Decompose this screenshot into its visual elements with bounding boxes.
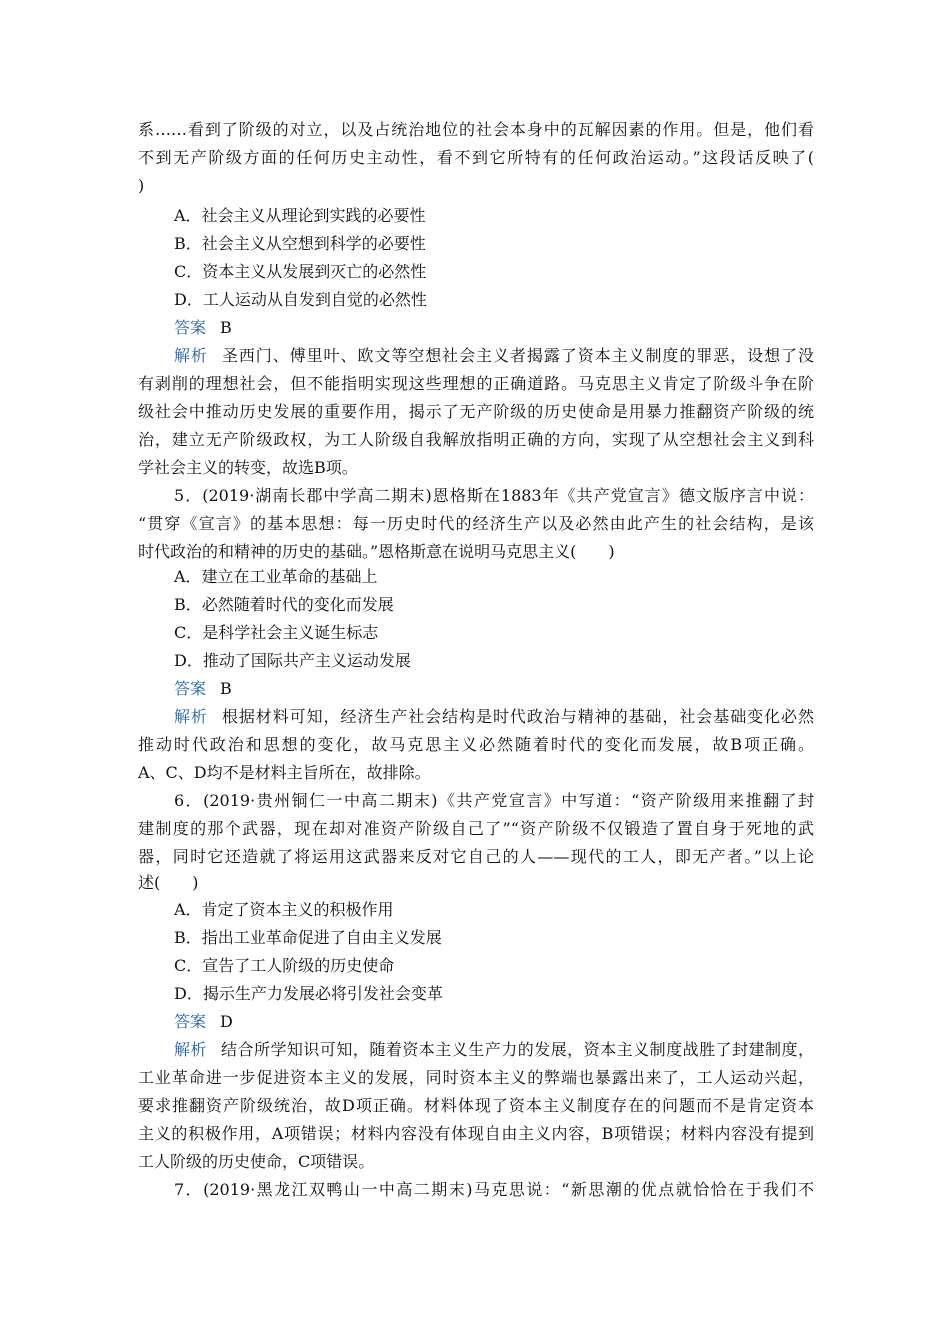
q4-option-d: D．工人运动从自发到自觉的必然性 <box>174 290 427 309</box>
q5-analysis-line-2: 推动时代政治和思想的变化，故马克思主义必然随着时代的变化而发展，故B项正确。 <box>138 735 814 754</box>
analysis-label: 解析 <box>174 707 208 726</box>
q4-analysis-line-5: 学社会主义的转变，故选B项。 <box>138 458 358 477</box>
answer-value: D <box>220 1012 233 1031</box>
q5-answer <box>174 675 814 703</box>
q6-answer <box>174 1008 814 1036</box>
q5-stem-line-3: 时代政治的和精神的历史的基础。”恩格斯意在说明马克思主义( ) <box>138 542 615 561</box>
analysis-text: 根据材料可知，经济生产社会结构是时代政治与精神的基础，社会基础变化必然 <box>221 707 814 726</box>
q6-analysis-line-5: 工人阶级的历史使命，C项错误。 <box>138 1152 375 1171</box>
q6-option-d: D．揭示生产力发展必将引发社会变革 <box>174 984 443 1003</box>
q4-analysis-line-1 <box>174 342 814 370</box>
q5-option-b: B．必然随着时代的变化而发展 <box>174 595 394 614</box>
q6-stem-line-1: 6．(2019·贵州铜仁一中高二期末)《共产党宣言》中写道：“资产阶级用来推翻了封 <box>174 791 814 810</box>
analysis-text: 结合所学知识可知，随着资本主义生产力的发展，资本主义制度战胜了封建制度， <box>220 1040 814 1059</box>
analysis-label: 解析 <box>174 346 208 365</box>
q5-analysis-line-3: A、C、D均不是材料主旨所在，故排除。 <box>138 763 431 782</box>
q4-stem-line-2: 不到无产阶级方面的任何历史主动性，看不到它所特有的任何政治运动。”这段话反映了( <box>138 148 814 167</box>
analysis-text: 圣西门、傅里叶、欧文等空想社会主义者揭露了资本主义制度的罪恶，设想了没 <box>221 346 814 365</box>
q6-option-c: C．宣告了工人阶级的历史使命 <box>174 956 395 975</box>
q4-analysis-line-4: 治，建立无产阶级政权，为工人阶级自我解放指明正确的方向，实现了从空想社会主义到科 <box>138 430 814 449</box>
q5-stem-line-1: 5．(2019·湖南长郡中学高二期末)恩格斯在1883年《共产党宣言》德文版序言中说： <box>174 486 814 505</box>
q6-analysis-line-3: 要求推翻资产阶级统治，故D项正确。材料体现了资本主义制度存在的问题而不是肯定资本 <box>138 1096 814 1115</box>
q5-stem-line-2: “贯穿《宣言》的基本思想：每一历史时代的经济生产以及必然由此产生的社会结构，是该 <box>138 514 814 533</box>
q4-option-a: A．社会主义从理论到实践的必要性 <box>174 206 426 225</box>
q5-option-c: C．是科学社会主义诞生标志 <box>174 623 379 642</box>
q4-analysis-line-3: 级社会中推动历史发展的重要作用，揭示了无产阶级的历史使命是用暴力推翻资产阶级的统 <box>138 402 814 421</box>
q5-option-a: A．建立在工业革命的基础上 <box>174 567 378 586</box>
q7-stem-line-1: 7．(2019·黑龙江双鸭山一中高二期末)马克思说：“新思潮的优点就恰恰在于我们不 <box>174 1180 814 1199</box>
q4-stem-line-3: ) <box>138 176 145 195</box>
q5-option-d: D．推动了国际共产主义运动发展 <box>174 651 411 670</box>
q4-answer <box>174 314 814 342</box>
q6-stem-line-4: 述( ) <box>138 873 199 892</box>
answer-value: B <box>220 318 232 337</box>
q4-option-b: B．社会主义从空想到科学的必要性 <box>174 234 426 253</box>
q4-analysis-line-2: 有剥削的理想社会，但不能指明实现这些理想的正确道路。马克思主义肯定了阶级斗争在阶 <box>138 374 814 393</box>
q6-analysis-line-4: 主义的积极作用，A项错误；材料内容没有体现自由主义内容，B项错误；材料内容没有提到 <box>138 1124 814 1143</box>
q6-stem-line-2: 建制度的那个武器，现在却对准资产阶级自己了”“资产阶级不仅锻造了置自身于死地的武 <box>138 819 814 838</box>
q6-analysis-line-1 <box>174 1036 814 1064</box>
q5-analysis-line-1 <box>174 703 814 731</box>
q4-option-c: C．资本主义从发展到灭亡的必然性 <box>174 262 427 281</box>
q6-option-b: B．指出工业革命促进了自由主义发展 <box>174 928 442 947</box>
q4-stem-line-1: 系……看到了阶级的对立，以及占统治地位的社会本身中的瓦解因素的作用。但是，他们看 <box>138 120 814 139</box>
answer-label: 答案 <box>174 679 207 698</box>
q6-analysis-line-2: 工业革命进一步促进资本主义的发展，同时资本主义的弊端也暴露出来了，工人运动兴起， <box>138 1068 814 1087</box>
analysis-label: 解析 <box>174 1040 207 1059</box>
answer-value: B <box>220 679 232 698</box>
q6-option-a: A．肯定了资本主义的积极作用 <box>174 900 394 919</box>
answer-label: 答案 <box>174 1012 207 1031</box>
q6-stem-line-3: 器，同时它还造就了将运用这武器来反对它自己的人——现代的工人，即无产者。”以上论 <box>138 847 814 866</box>
answer-label: 答案 <box>174 318 207 337</box>
